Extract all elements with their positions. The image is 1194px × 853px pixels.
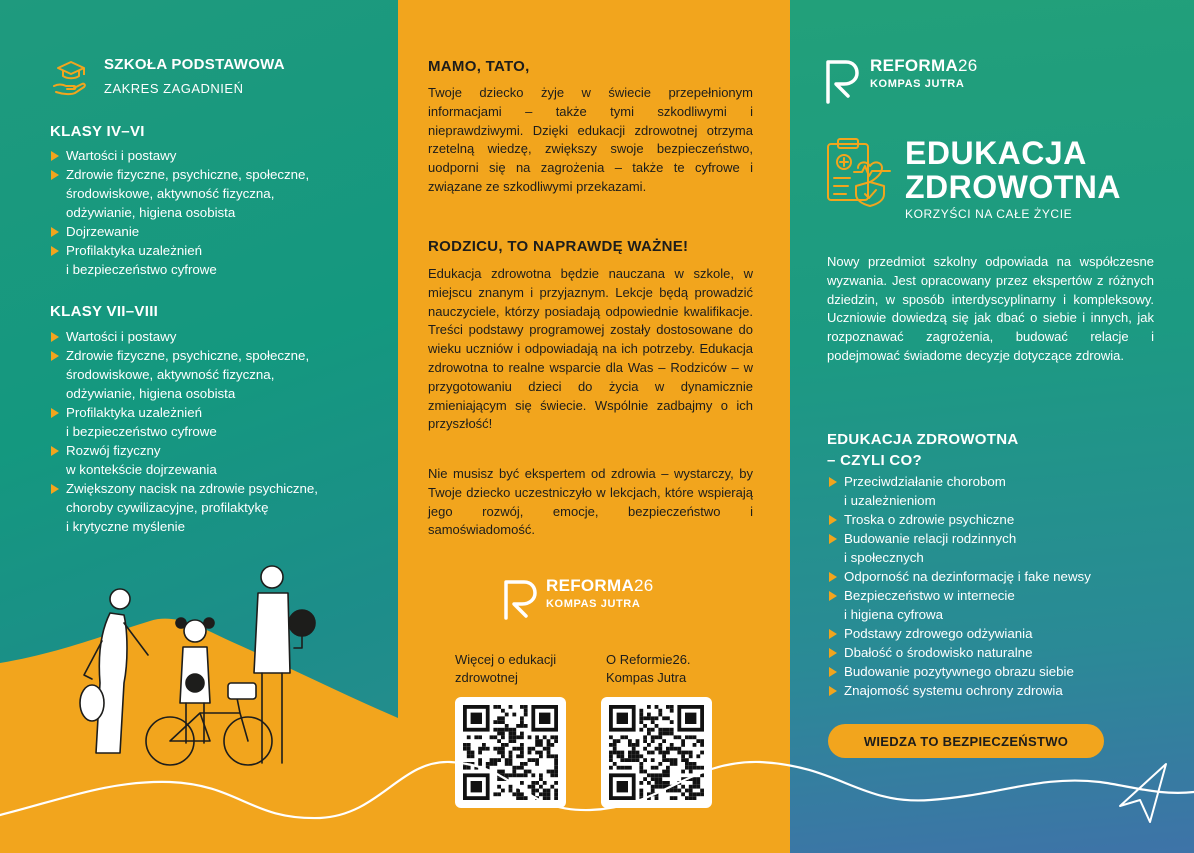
topic-item-text: Zdrowie fizyczne, psychiczne, społeczne, bbox=[66, 167, 310, 182]
topic-item-text: Dojrzewanie bbox=[66, 224, 140, 239]
qr-code-image bbox=[463, 705, 558, 800]
benefit-item-text: Bezpieczeństwo w internecie bbox=[844, 588, 1015, 603]
topic-list-klasy-4-6 bbox=[50, 146, 309, 279]
benefit-item bbox=[828, 529, 1091, 567]
topic-item-text: w kontekście dojrzewania bbox=[66, 462, 217, 477]
paragraph-closing: Nie musisz być ekspertem od zdrowia – wystarczy, by Twoje dziecko uczestniczyło w lekcjach, które wspierają jego rozwój, emocje, bezpieczeństwo i samoświadomość. bbox=[428, 466, 753, 538]
benefit-item bbox=[828, 586, 1091, 624]
logo-subtitle: KOMPAS JUTRA bbox=[546, 598, 641, 610]
benefit-item-text: Dbałość o środowisko naturalne bbox=[844, 645, 1033, 660]
main-title: EDUKACJA ZDROWOTNA bbox=[905, 135, 1122, 205]
reforma-logo-icon bbox=[502, 576, 540, 622]
benefit-item-text: i społecznych bbox=[844, 550, 924, 565]
left-panel bbox=[0, 0, 398, 853]
heading-rodzicu: RODZICU, TO NAPRAWDĘ WAŻNE! bbox=[428, 238, 689, 255]
topic-item-text: i krytyczne myślenie bbox=[66, 519, 185, 534]
family-illustration bbox=[0, 563, 398, 853]
topic-item-text: i bezpieczeństwo cyfrowe bbox=[66, 424, 217, 439]
main-subtitle: KORZYŚCI NA CAŁE ŻYCIE bbox=[905, 207, 1073, 221]
benefit-item bbox=[828, 567, 1091, 586]
topic-item-text: i bezpieczeństwo cyfrowe bbox=[66, 262, 217, 277]
benefit-item bbox=[828, 472, 1091, 510]
reforma-logo-icon bbox=[824, 56, 862, 106]
topic-item bbox=[50, 403, 318, 441]
topic-item bbox=[50, 241, 309, 279]
paragraph-main: Edukacja zdrowotna będzie nauczana w szkole, w miejscu znanym i przyjaznym. Lekcje będą prowadzić nauczyciele, którzy posiadają odpowiednie kwalifikacje. Treści podstawy programowej zostały dostosowane do wieku uczniów i odpowiadają na ich potrzeby. Edukacja zdrowotna to realne wsparcie dla Was – Rodziców – w przygotowaniu dzieci do życia w dynamicznie zmieniającym się świecie. Wspólnie zadbajmy o ich przyszłość! bbox=[428, 266, 753, 432]
school-title: SZKOŁA PODSTAWOWA bbox=[104, 56, 285, 73]
benefit-item-text: Troska o zdrowie psychiczne bbox=[844, 512, 1015, 527]
section-title-klasy-4-6: KLASY IV–VI bbox=[50, 123, 145, 140]
topic-item-text: Rozwój fizyczny bbox=[66, 443, 161, 458]
reforma26-logo bbox=[824, 56, 978, 106]
benefit-item-text: Znajomość systemu ochrony zdrowia bbox=[844, 683, 1063, 698]
logo-name: REFORMA26 bbox=[870, 56, 978, 75]
topic-item-text: odżywianie, higiena osobista bbox=[66, 386, 236, 401]
qr2-label: O Reformie26. Kompas Jutra bbox=[606, 652, 691, 685]
topic-item bbox=[50, 165, 309, 222]
topic-item bbox=[50, 346, 318, 403]
qr-code-image bbox=[609, 705, 704, 800]
topic-item bbox=[50, 222, 309, 241]
topic-item bbox=[50, 327, 318, 346]
topic-item bbox=[50, 146, 309, 165]
benefit-item-text: Budowanie relacji rodzinnych bbox=[844, 531, 1017, 546]
graduation-cap-hand-icon bbox=[50, 56, 92, 98]
topic-item-text: Zdrowie fizyczne, psychiczne, społeczne, bbox=[66, 348, 310, 363]
qr-code-reforma26[interactable] bbox=[601, 697, 712, 808]
topic-item-text: Profilaktyka uzależnień bbox=[66, 243, 202, 258]
benefit-item-text: Podstawy zdrowego odżywiania bbox=[844, 626, 1033, 641]
heading-mamo-tato: MAMO, TATO, bbox=[428, 58, 530, 75]
topic-item-text: choroby cywilizacyjne, profilaktykę bbox=[66, 500, 269, 515]
intro-paragraph: Nowy przedmiot szkolny odpowiada na współczesne wyzwania. Jest opracowany przez ekspertów z różnych dziedzin, w sposób interdyscyplinarny i kompleksowy. Uczniowie dowiedzą się jak dbać o siebie i innych, jak rozpoznawać zagrożenia, budować relacje i podejmować świadome decyzje dotyczące zdrowia. bbox=[827, 254, 1154, 363]
school-subtitle: ZAKRES ZAGADNIEŃ bbox=[104, 81, 244, 96]
benefit-item bbox=[828, 624, 1091, 643]
topic-list-klasy-7-8 bbox=[50, 327, 318, 536]
topic-item bbox=[50, 441, 318, 479]
topic-item-text: Profilaktyka uzależnień bbox=[66, 405, 202, 420]
benefit-item-text: i uzależnieniom bbox=[844, 493, 936, 508]
topic-item-text: Wartości i postawy bbox=[66, 329, 177, 344]
benefit-item bbox=[828, 510, 1091, 529]
topic-item-text: Zwiększony nacisk na zdrowie psychiczne, bbox=[66, 481, 319, 496]
section-title-czyli-co: EDUKACJA ZDROWOTNA – CZYLI CO? bbox=[827, 431, 1019, 469]
benefit-item-text: i higiena cyfrowa bbox=[844, 607, 944, 622]
middle-panel bbox=[398, 0, 790, 853]
school-header bbox=[50, 56, 285, 98]
benefit-item bbox=[828, 643, 1091, 662]
benefit-item-text: Odporność na dezinformację i fake newsy bbox=[844, 569, 1091, 584]
benefit-item bbox=[828, 662, 1091, 681]
benefits-list bbox=[828, 472, 1091, 700]
benefit-item bbox=[828, 681, 1091, 700]
topic-item-text: środowiskowe, aktywność fizyczna, bbox=[66, 186, 275, 201]
benefit-item-text: Budowanie pozytywnego obrazu siebie bbox=[844, 664, 1074, 679]
qr1-label: Więcej o edukacji zdrowotnej bbox=[455, 652, 557, 685]
reforma26-logo bbox=[502, 576, 654, 622]
benefit-item-text: Przeciwdziałanie chorobom bbox=[844, 474, 1006, 489]
cta-badge: WIEDZA TO BEZPIECZEŃSTWO bbox=[828, 724, 1104, 758]
logo-name: REFORMA26 bbox=[546, 576, 654, 595]
health-clipboard-icon bbox=[824, 136, 894, 208]
qr-code-health-education[interactable] bbox=[455, 697, 566, 808]
topic-item bbox=[50, 479, 318, 536]
topic-item-text: Wartości i postawy bbox=[66, 148, 177, 163]
logo-subtitle: KOMPAS JUTRA bbox=[870, 78, 965, 90]
paragraph-intro: Twoje dziecko żyje w świecie przepełnionym informacjami – także tymi szkodliwymi i nieprawdziwymi. Dzięki edukacji zdrowotnej otrzyma rzetelną wiedzę, zwiększy swoje bezpieczeństwo, uodporni się na zagrożenia – także te cyfrowe i związane ze szkodliwymi przekazami. bbox=[428, 85, 753, 194]
right-panel bbox=[790, 0, 1194, 853]
topic-item-text: środowiskowe, aktywność fizyczna, bbox=[66, 367, 275, 382]
section-title-klasy-7-8: KLASY VII–VIII bbox=[50, 303, 159, 320]
topic-item-text: odżywianie, higiena osobista bbox=[66, 205, 236, 220]
